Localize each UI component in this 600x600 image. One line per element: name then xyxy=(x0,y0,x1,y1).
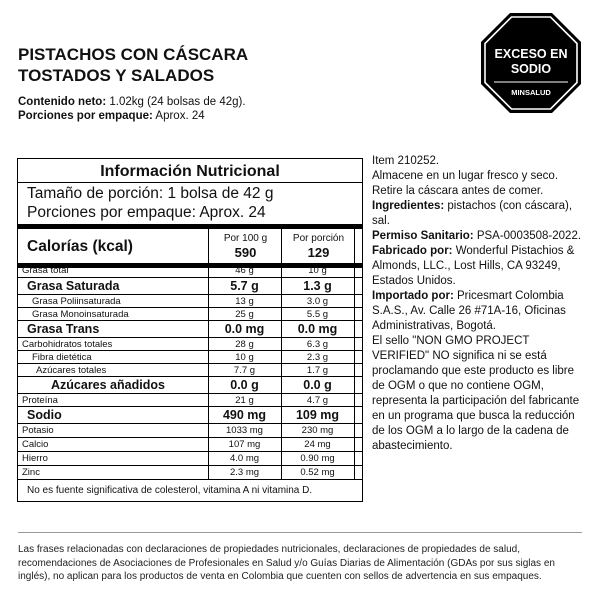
nutrition-footnote: No es fuente significativa de colesterol, vitamina A ni vitamina D. xyxy=(27,485,313,496)
nutrient-label: Carbohidratos totales xyxy=(22,339,113,350)
nutrient-label: Azúcares añadidos xyxy=(51,378,165,392)
manufacturer-value: Wonderful Pistachios & Almonds, LLC., Lost Hills, CA 93249, Estados Unidos. xyxy=(372,245,575,287)
column-header-100g: Por 100 g xyxy=(223,233,268,244)
importer-value: Pricesmart Colombia S.A.S., Av. Calle 26 #71A-16, Oficinas Administrativas, Bogotá. xyxy=(372,290,566,332)
nutrient-value-100g: 0.0 mg xyxy=(224,322,265,336)
nutrient-row-added-sugars xyxy=(18,376,362,393)
nutrient-value-portion: 0.0 g xyxy=(303,378,332,392)
product-meta xyxy=(18,95,246,123)
nutrient-row-iron xyxy=(18,451,362,465)
nutrient-value-100g: 28 g xyxy=(235,339,254,350)
nutrient-label: Grasa Trans xyxy=(27,322,100,336)
nutrient-value-portion: 0.52 mg xyxy=(300,467,335,478)
nutrient-label: Fibra dietética xyxy=(32,352,92,363)
nutrient-value-portion: 24 mg xyxy=(304,439,331,450)
nutrient-value-portion: 5.5 g xyxy=(306,309,329,320)
product-info xyxy=(372,154,584,454)
nutrient-label: Calcio xyxy=(22,439,49,450)
bottom-divider xyxy=(18,532,582,533)
servings-per-package: Porciones por empaque: Aprox. 24 xyxy=(27,204,266,221)
nutrient-value-portion: 0.90 mg xyxy=(300,453,335,464)
nutrient-value-100g: 490 mg xyxy=(222,408,267,422)
nutrient-value-portion: 6.3 g xyxy=(306,339,329,350)
item-number: Item 210252. xyxy=(372,155,440,167)
serving-info xyxy=(27,184,273,222)
nutrient-label: Grasa Monoinsaturada xyxy=(32,309,129,320)
nutrient-row-calcium xyxy=(18,437,362,451)
nutrient-row-monounsaturated-fat xyxy=(18,307,362,320)
sanitary-permit xyxy=(372,229,584,244)
seal-line1: EXCESO EN xyxy=(494,47,568,61)
nutrient-row-potassium xyxy=(18,423,362,437)
nutrient-row-saturated-fat xyxy=(18,277,362,294)
nutrient-value-100g: 46 g xyxy=(235,265,254,276)
nutrient-value-portion: 1.7 g xyxy=(306,365,329,376)
servings-value: Aprox. 24 xyxy=(155,110,205,122)
ingredients-value: pistachos (con cáscara), sal. xyxy=(372,200,573,227)
manufacturer-label: Fabricado por: xyxy=(372,245,453,257)
calories-label: Calorías (kcal) xyxy=(27,238,133,255)
nutrition-panel xyxy=(17,158,363,502)
nutrient-value-100g: 4.0 mg xyxy=(229,453,260,464)
ingredients-label: Ingredientes: xyxy=(372,200,445,212)
nutrient-row-trans-fat xyxy=(18,320,362,337)
servings-line xyxy=(18,109,246,123)
nutrient-row-polyunsaturated-fat xyxy=(18,294,362,307)
calories-portion: 129 xyxy=(307,245,330,260)
nutrient-value-100g: 5.7 g xyxy=(230,279,259,293)
net-content-label: Contenido neto: xyxy=(18,96,107,108)
thick-divider xyxy=(18,224,362,229)
product-title-line2: TOSTADOS Y SALADOS xyxy=(18,66,215,85)
legal-disclaimer: Las frases relacionadas con declaraciones de propiedades nutricionales, declaraciones de propiedades de salud, recomendaciones de Asociaciones de Profesionales en Salud y/o Guías Diarias de Alimentación (GDAs por sus siglas en inglés), no aplican para los productos de venta en Colombia que cuenten con sellos de advertencia en sus empaques. xyxy=(18,544,555,582)
nutrient-label: Sodio xyxy=(27,408,62,422)
nutrient-value-portion: 1.3 g xyxy=(303,279,332,293)
nutrient-value-portion: 10 g xyxy=(308,265,327,276)
product-title xyxy=(18,44,248,86)
divider xyxy=(18,182,362,183)
gmo-note: El sello "NON GMO PROJECT VERIFIED" NO significa ni se está proclamando que este producto es libre de OGM o que no contiene OGM, representa la participación del fabricante en un programa que busca la reducción de los OGM a lo largo de la cadena de abastecimiento. xyxy=(372,335,580,452)
seal-line3: MINSALUD xyxy=(511,88,551,97)
nutrient-label: Grasa total xyxy=(22,265,69,276)
nutrient-row-protein xyxy=(18,393,362,406)
nutrient-value-portion: 109 mg xyxy=(295,408,340,422)
nutrient-value-portion: 0.0 mg xyxy=(297,322,338,336)
nutrient-value-100g: 1033 mg xyxy=(226,425,263,436)
nutrient-row-dietary-fiber xyxy=(18,350,362,363)
importer-label: Importado por: xyxy=(372,290,454,302)
servings-label: Porciones por empaque: xyxy=(18,110,153,122)
permit-label: Permiso Sanitario: xyxy=(372,230,474,242)
nutrient-value-100g: 10 g xyxy=(235,352,254,363)
nutrient-value-portion: 2.3 g xyxy=(306,352,329,363)
nutrient-value-portion: 3.0 g xyxy=(306,296,329,307)
net-content xyxy=(18,95,246,109)
nutrient-row-zinc xyxy=(18,465,362,479)
nutrient-value-portion: 230 mg xyxy=(301,425,334,436)
nutrient-value-100g: 0.0 g xyxy=(230,378,259,392)
importer xyxy=(372,289,584,334)
manufacturer xyxy=(372,244,584,289)
permit-value: PSA-0003508-2022. xyxy=(473,230,582,242)
nutrition-title: Información Nutricional xyxy=(100,163,280,180)
product-title-line1: PISTACHOS CON CÁSCARA xyxy=(18,45,249,64)
nutrient-label: Proteína xyxy=(22,395,58,406)
calories-100g: 590 xyxy=(234,245,257,260)
divider xyxy=(18,479,362,480)
nutrient-label: Azúcares totales xyxy=(36,365,107,376)
nutrient-label: Hierro xyxy=(22,453,48,464)
storage-instructions: Almacene en un lugar fresco y seco. Retire la cáscara antes de comer. xyxy=(372,170,559,197)
nutrient-row-total-sugars xyxy=(18,363,362,376)
nutrient-value-portion: 4.7 g xyxy=(306,395,329,406)
nutrient-label: Grasa Saturada xyxy=(27,279,120,293)
nutrient-value-100g: 107 mg xyxy=(228,439,261,450)
nutrient-row-total-carbohydrates xyxy=(18,337,362,350)
warning-seal xyxy=(480,12,582,114)
nutrient-value-100g: 21 g xyxy=(235,395,254,406)
nutrient-row-sodium xyxy=(18,406,362,423)
net-content-value: 1.02kg (24 bolsas de 42g). xyxy=(109,96,246,108)
ingredients xyxy=(372,199,584,229)
nutrient-row-total-fat xyxy=(18,265,362,277)
nutrient-value-100g: 13 g xyxy=(235,296,254,307)
seal-line2: SODIO xyxy=(510,62,552,76)
nutrient-label: Potasio xyxy=(22,425,54,436)
nutrient-value-100g: 2.3 mg xyxy=(229,467,260,478)
nutrient-value-100g: 25 g xyxy=(235,309,254,320)
nutrient-value-100g: 7.7 g xyxy=(233,365,256,376)
nutrient-label: Zinc xyxy=(22,467,40,478)
column-header-portion: Por porción xyxy=(292,233,345,244)
nutrient-label: Grasa Poliinsaturada xyxy=(32,296,121,307)
serving-size: Tamaño de porción: 1 bolsa de 42 g xyxy=(27,185,274,202)
